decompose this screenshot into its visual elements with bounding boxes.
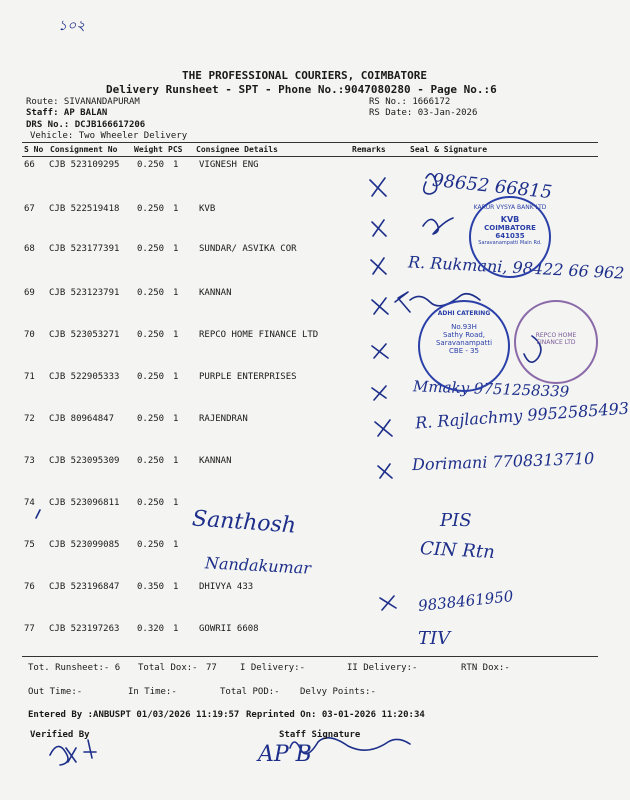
shop-stamp: [418, 300, 510, 392]
hand-r75-note: CIN Rtn: [419, 538, 496, 563]
row-weight: 0.250: [137, 244, 165, 254]
ii-delivery: II Delivery:-: [347, 663, 418, 673]
row-pcs: 1: [173, 244, 179, 254]
rtn-dox: RTN Dox:-: [461, 663, 510, 673]
kvb-stamp-city: COIMBATORE: [484, 224, 536, 232]
row-sno: 74: [24, 498, 35, 508]
row-weight: 0.250: [137, 456, 165, 466]
row-consignment: CJB 522905333: [49, 372, 120, 382]
row-pcs: 1: [173, 582, 179, 592]
row-sno: 75: [24, 540, 35, 550]
row-sno: 68: [24, 244, 35, 254]
kvb-stamp-mid: KVB: [500, 215, 520, 224]
runsheet-subtitle: Delivery Runsheet - SPT - Phone No.:9047080280 - Page No.:6: [106, 83, 497, 96]
drs-number: DRS No.: DCJB166617206: [26, 120, 146, 130]
shop-stamp-area: Saravanampatti: [435, 339, 493, 347]
total-dox-label: Total Dox:-: [138, 663, 198, 673]
row-consignee: KVB: [199, 204, 216, 214]
col-remarks: Remarks: [352, 145, 386, 154]
row-consignment: CJB 523109295: [49, 160, 120, 170]
row-weight: 0.250: [137, 372, 165, 382]
shop-stamp-no: No.93H: [451, 323, 477, 331]
row-consignee: SUNDAR/ ASVIKA COR: [199, 244, 297, 254]
entered-by: Entered By :ANBUSPT 01/03/2026 11:19:57: [28, 710, 240, 720]
row-consignment: CJB 523197263: [49, 624, 120, 634]
rs-date: RS Date: 03-Jan-2026: [369, 108, 478, 118]
row-consignee: VIGNESH ENG: [199, 160, 259, 170]
sig-r67: [423, 218, 453, 234]
hand-r74-name: Santhosh: [191, 506, 297, 539]
row-consignment: CJB 523123791: [49, 288, 120, 298]
hand-r68: R. Rukmani, 98422 66 962: [407, 252, 625, 283]
row-sno: 77: [24, 624, 35, 634]
hand-r77: TIV: [418, 628, 451, 649]
in-time: In Time:-: [128, 687, 177, 697]
row-sno: 66: [24, 160, 35, 170]
row-sno: 71: [24, 372, 35, 382]
row-weight: 0.250: [137, 204, 165, 214]
row-consignment: CJB 523177391: [49, 244, 120, 254]
row-pcs: 1: [173, 160, 179, 170]
total-pod: Total POD:-: [220, 687, 280, 697]
row-weight: 0.250: [137, 160, 165, 170]
row-pcs: 1: [173, 498, 179, 508]
row-pcs: 1: [173, 330, 179, 340]
kvb-stamp-pin: 641035: [495, 232, 525, 240]
row-weight: 0.350: [137, 582, 165, 592]
total-dox-value: 77: [206, 663, 217, 673]
shop-stamp-city: CBE - 35: [449, 347, 479, 355]
shop-stamp-title: ADHI CATERING: [437, 310, 491, 317]
verified-sign: [50, 740, 96, 765]
staff-signature-hand: AP B: [258, 742, 312, 767]
row-consignee: DHIVYA 433: [199, 582, 254, 592]
col-weight: Weight: [134, 145, 163, 154]
rs-number: RS No.: 1666172: [369, 97, 451, 107]
row-consignee: PURPLE ENTERPRISES: [199, 372, 297, 382]
row-sno: 76: [24, 582, 35, 592]
row-consignment: CJB 523196847: [49, 582, 120, 592]
col-sno: S No: [24, 145, 44, 154]
row-sno: 67: [24, 204, 35, 214]
route: Route: SIVANANDAPURAM: [26, 97, 140, 107]
delvy-points: Delvy Points:-: [300, 687, 376, 697]
vehicle: Vehicle: Two Wheeler Delivery: [30, 131, 188, 141]
row-pcs: 1: [173, 414, 179, 424]
staff-signature-label: Staff Signature: [279, 730, 361, 740]
kvb-stamp-bottom: Saravanampatti Main Rd.: [478, 240, 542, 246]
company-title: THE PROFESSIONAL COURIERS, COIMBATORE: [182, 69, 428, 82]
row-sno: 73: [24, 456, 35, 466]
row-consignee: GOWRII 6608: [199, 624, 259, 634]
row-weight: 0.250: [137, 540, 165, 550]
row-consignment: CJB 80964847: [49, 414, 115, 424]
row-weight: 0.250: [137, 330, 165, 340]
out-time: Out Time:-: [28, 687, 83, 697]
hand-r74-note: PIS: [440, 510, 472, 531]
row-sno: 72: [24, 414, 35, 424]
shop-stamp-road: Sathy Road,: [442, 331, 486, 339]
col-pcs: PCS: [168, 145, 183, 154]
row-sno: 69: [24, 288, 35, 298]
row-consignment: CJB 523096811: [49, 498, 120, 508]
row-consignee: REPCO HOME FINANCE LTD: [199, 330, 319, 340]
row-pcs: 1: [173, 624, 179, 634]
hand-r72: R. Rajlachmy 9952585493: [414, 398, 630, 433]
verified-by: Verified By: [30, 730, 90, 740]
row-pcs: 1: [173, 540, 179, 550]
corner-note: ১০২: [58, 18, 86, 34]
i-delivery: I Delivery:-: [240, 663, 306, 673]
kvb-stamp: [469, 196, 551, 278]
row-weight: 0.250: [137, 288, 165, 298]
hand-r75-name: Nandakumar: [204, 553, 312, 578]
hand-r71: Mmaky 9751258339: [412, 377, 570, 401]
hand-r76: 9838461950: [417, 587, 515, 615]
row-sno: 70: [24, 330, 35, 340]
row-consignee: KANNAN: [199, 288, 232, 298]
repco-stamp: [514, 300, 598, 384]
kvb-stamp-top: KARUR VYSYA BANK LTD: [473, 204, 547, 211]
footer-rule: [22, 656, 598, 657]
hand-r73: Dorimani 7708313710: [411, 448, 595, 475]
row-pcs: 1: [173, 288, 179, 298]
col-seal: Seal & Signature: [410, 145, 488, 154]
row-consignment: CJB 523095309: [49, 456, 120, 466]
row-weight: 0.320: [137, 624, 165, 634]
row-weight: 0.250: [137, 414, 165, 424]
sig-r66: [424, 174, 437, 194]
row-pcs: 1: [173, 372, 179, 382]
staff: Staff: AP BALAN: [26, 108, 108, 118]
reprinted-on: Reprinted On: 03-01-2026 11:20:34: [246, 710, 425, 720]
row-pcs: 1: [173, 456, 179, 466]
row-consignment: CJB 523099085: [49, 540, 120, 550]
row-consignment: CJB 523053271: [49, 330, 120, 340]
row-consignee: KANNAN: [199, 456, 232, 466]
row-weight: 0.250: [137, 498, 165, 508]
tot-runsheet: Tot. Runsheet:- 6: [28, 663, 121, 673]
col-consignment: Consignment No: [50, 145, 118, 154]
repco-stamp-text: REPCO HOME FINANCE LTD: [535, 332, 577, 346]
row-pcs: 1: [173, 204, 179, 214]
col-consignee: Consignee Details: [196, 145, 278, 154]
row-consignment: CJB 522519418: [49, 204, 120, 214]
hand-r66: 98652 66815: [431, 169, 554, 204]
row-consignee: RAJENDRAN: [199, 414, 248, 424]
